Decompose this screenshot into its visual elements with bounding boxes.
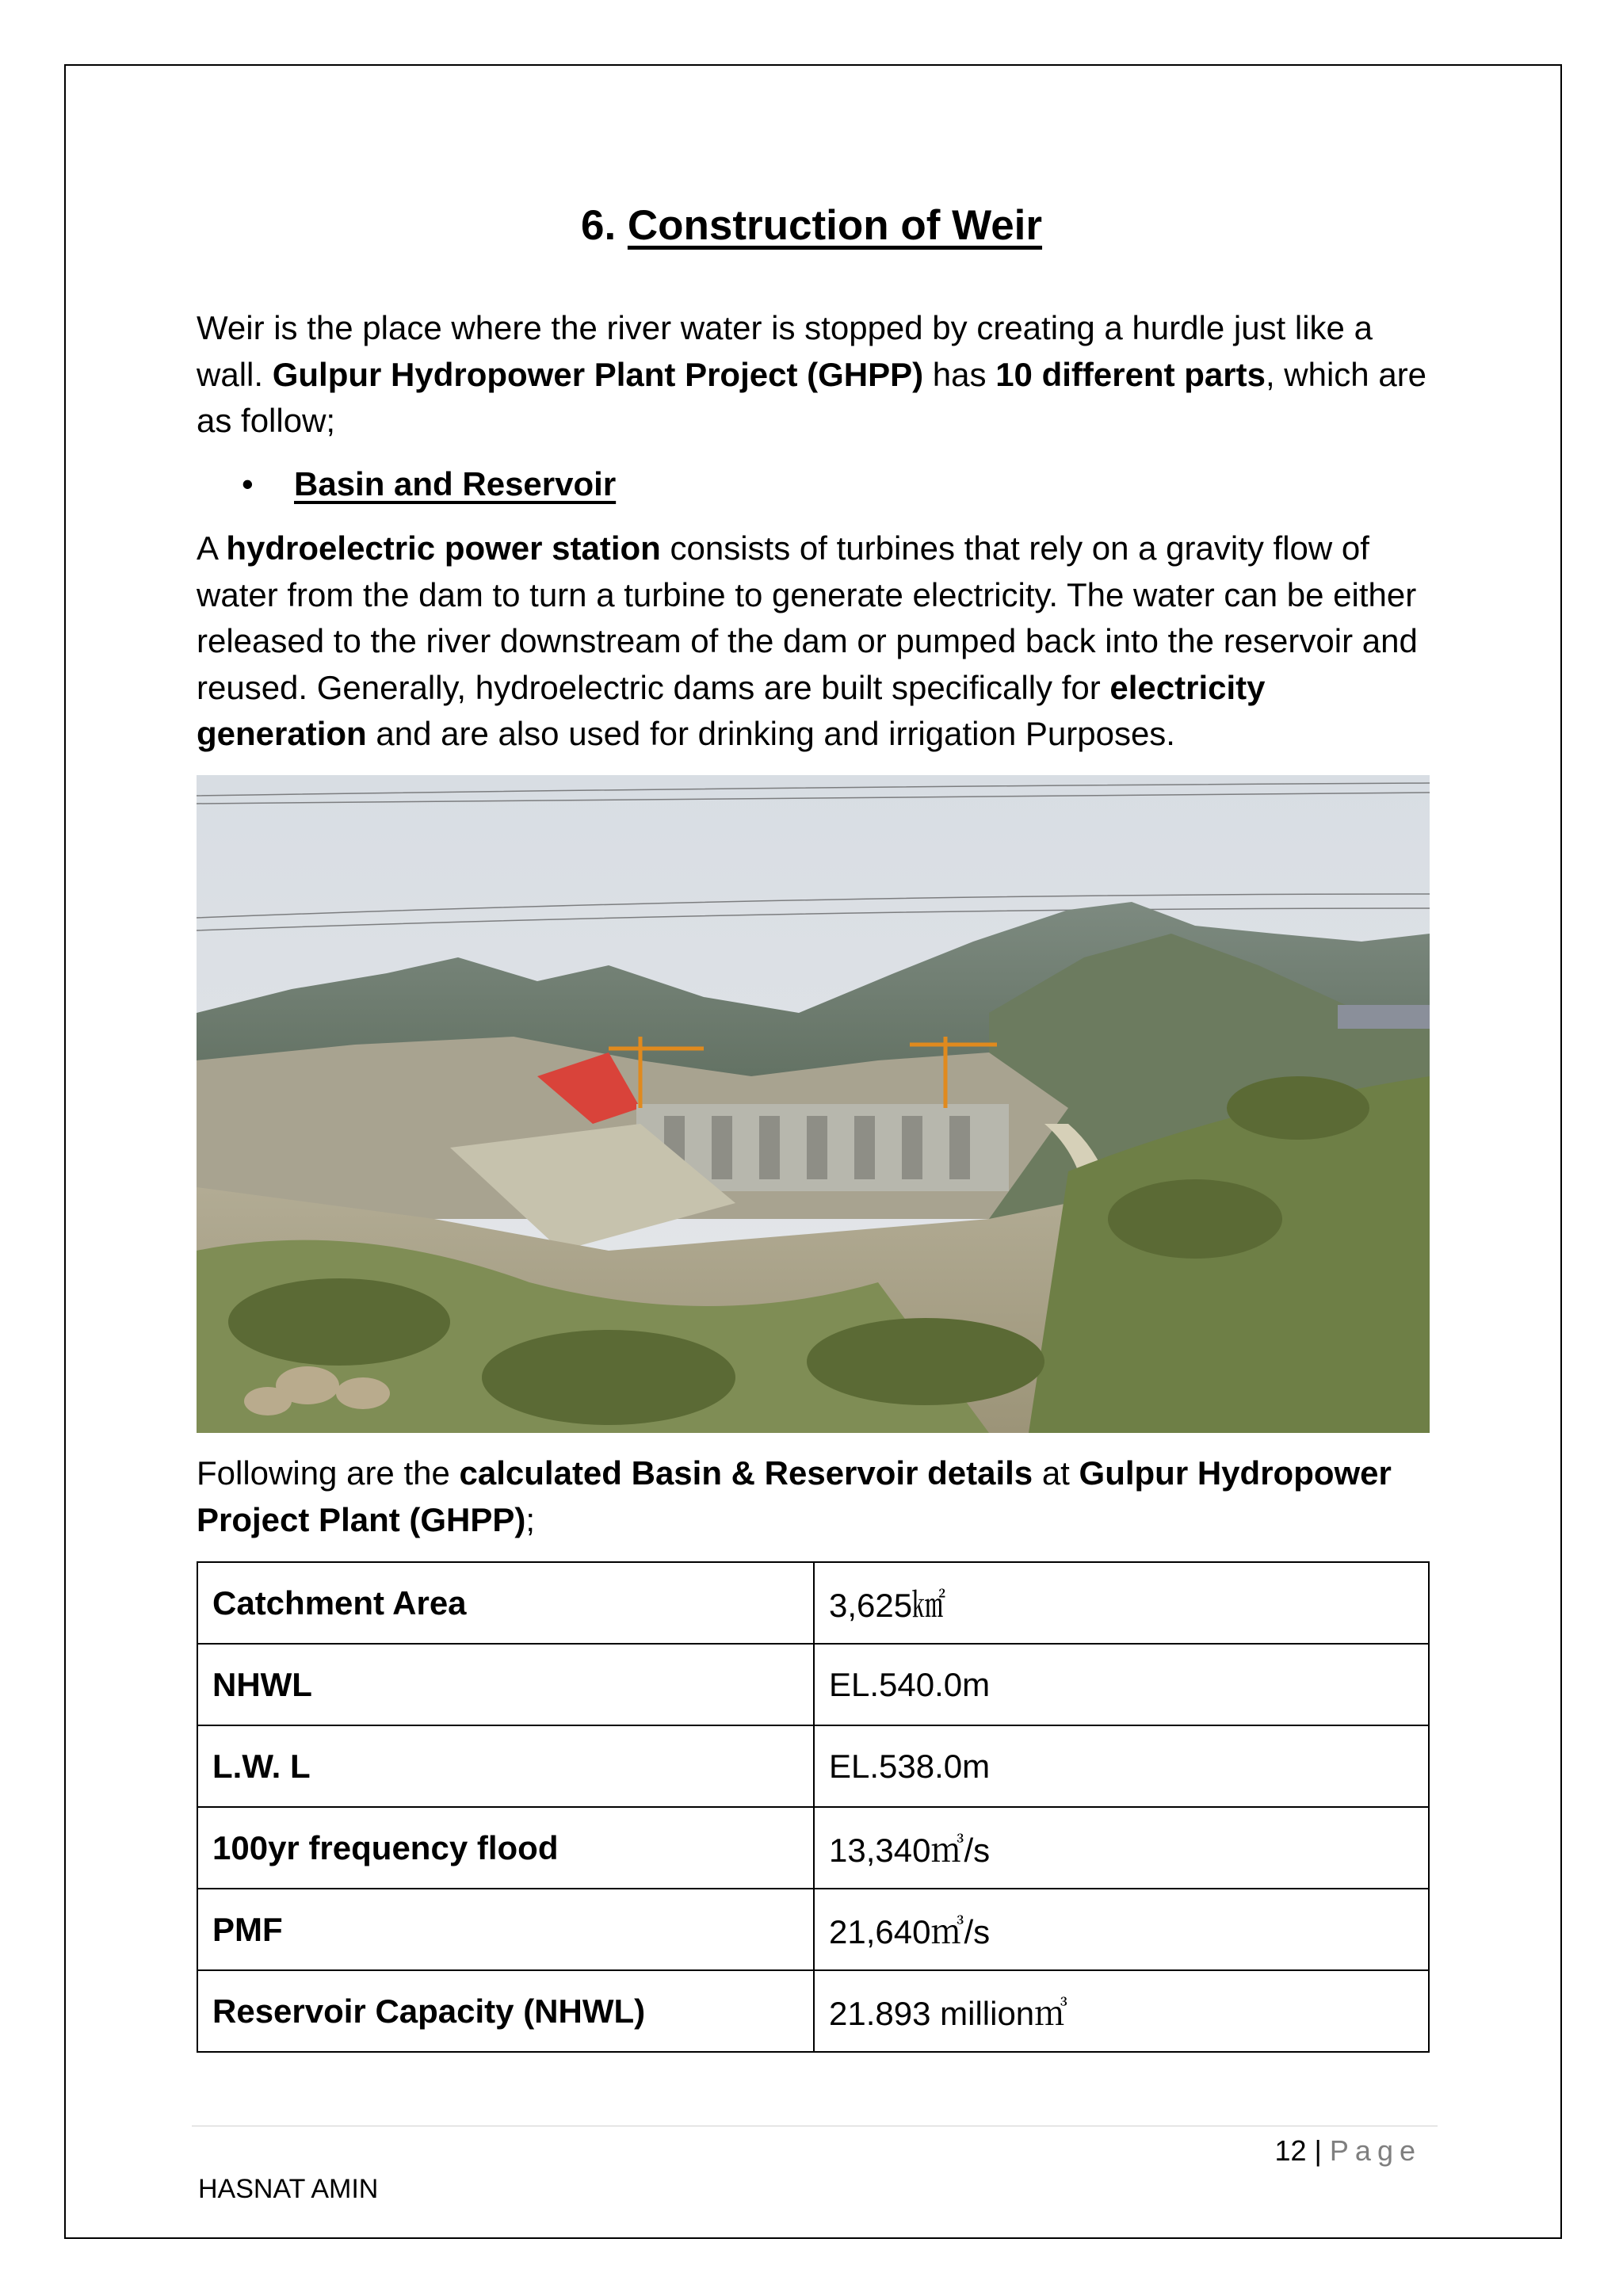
table-row xyxy=(197,1807,1429,1889)
page-number-value: 12 | xyxy=(1274,2134,1330,2167)
intro-bold-project: Gulpur Hydropower Plant Project (GHPP) xyxy=(272,355,924,393)
row-key: Reservoir Capacity (NHWL) xyxy=(197,1970,814,2052)
dam-construction-photo xyxy=(197,775,1430,1433)
table-row xyxy=(197,1644,1429,1725)
bullet-label: Basin and Reservoir xyxy=(294,465,617,502)
table-row xyxy=(197,1889,1429,1970)
description-bold-station: hydroelectric power station xyxy=(226,529,661,567)
row-value: 21,640㎥/s xyxy=(814,1889,1429,1970)
row-key: Catchment Area xyxy=(197,1562,814,1644)
row-value: EL.540.0m xyxy=(814,1644,1429,1725)
following-bold-project: Gulpur Hydropower Project Plant (GHPP) xyxy=(197,1454,1392,1538)
following-paragraph xyxy=(197,1450,1441,1543)
intro-paragraph xyxy=(197,305,1441,445)
intro-text: has xyxy=(923,355,996,393)
bullet-marker: • xyxy=(242,465,254,502)
description-text: consists of turbines that rely on a gravity flow of water from the dam to turn a turbine to generate electricity. The water can be either released to the river downstream of the dam or pumped back into the reservoir and reused. Generally, hydroelectric dams are built specifically for xyxy=(197,529,1418,706)
table-row xyxy=(197,1725,1429,1807)
following-bold-details: calculated Basin & Reservoir details xyxy=(459,1454,1033,1492)
section-heading xyxy=(0,198,1623,254)
table-row xyxy=(197,1970,1429,2052)
row-key: PMF xyxy=(197,1889,814,1970)
row-value: 13,340㎥/s xyxy=(814,1807,1429,1889)
page-number xyxy=(1275,2134,1422,2168)
intro-text: , which are as follow; xyxy=(197,355,1427,439)
intro-bold-parts: 10 different parts xyxy=(995,355,1266,393)
page-word: Page xyxy=(1329,2134,1422,2167)
intro-text: Weir is the place where the river water is stopped by creating a hurdle just like a wall. xyxy=(197,309,1373,393)
description-paragraph xyxy=(197,525,1441,758)
following-text: at xyxy=(1033,1454,1079,1492)
description-bold-generation: electricity generation xyxy=(197,668,1266,752)
section-title: Construction of Weir xyxy=(627,202,1043,249)
description-text: A xyxy=(197,529,227,567)
row-key: NHWL xyxy=(197,1644,814,1725)
row-value: 21.893 million㎥ xyxy=(814,1970,1429,2052)
table-row xyxy=(197,1562,1429,1644)
row-value: EL.538.0m xyxy=(814,1725,1429,1807)
row-key: 100yr frequency flood xyxy=(197,1807,814,1889)
description-text: and are also used for drinking and irrigation Purposes. xyxy=(366,715,1175,752)
row-key: L.W. L xyxy=(197,1725,814,1807)
following-text: Following are the xyxy=(197,1454,460,1492)
footer-author: HASNAT AMIN xyxy=(198,2174,379,2204)
reservoir-details-table xyxy=(197,1561,1430,2053)
row-value: 3,625㎢ xyxy=(814,1562,1429,1644)
section-number: 6. xyxy=(580,202,628,249)
following-text: ; xyxy=(525,1500,536,1538)
